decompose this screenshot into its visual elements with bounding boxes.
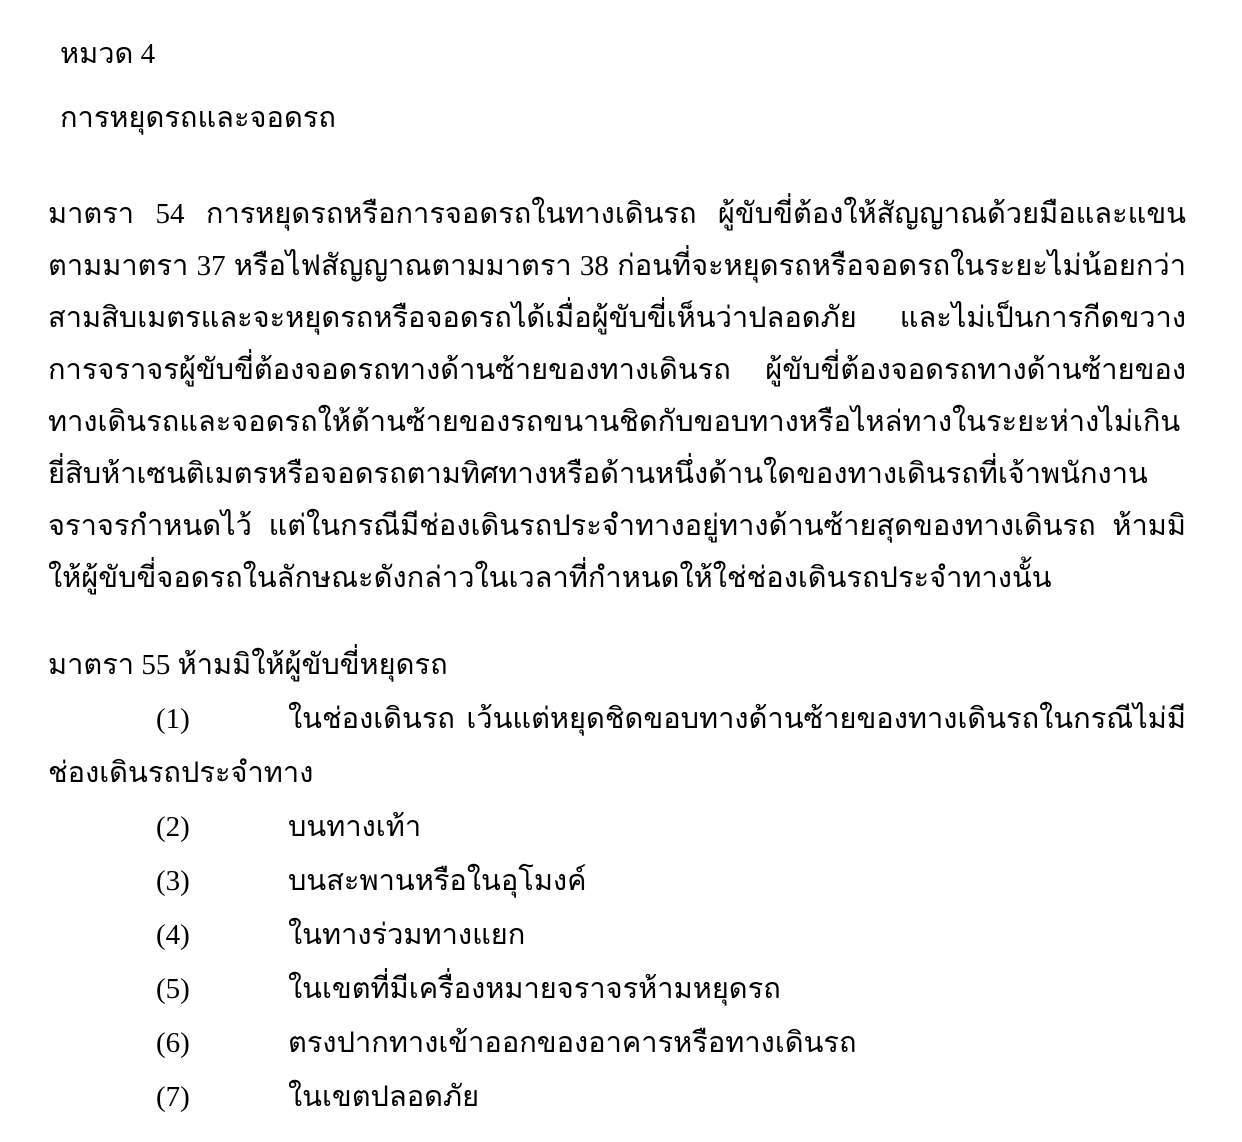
list-item-4 [48, 908, 1186, 962]
item-text: ในทางร่วมทางแยก [288, 919, 526, 951]
item-number: (2) [156, 811, 190, 843]
chapter-subtitle: การหยุดรถและจอดรถ [60, 102, 336, 134]
item-number: (6) [156, 1027, 190, 1059]
section-54-paragraph: มาตรา 54 การหยุดรถหรือการจอดรถในทางเดินรถ ผู้ขับขี่ต้องให้สัญญาณด้วยมือและแขนตามมาตรา 37 หรือไฟสัญญาณตามมาตรา 38 ก่อนที่จะหยุดรถหรือจอดรถในระยะไม่น้อยกว่าสามสิบเมตรและจะหยุดรถหรือจอดรถได้เมื่อผู้ขับขี่เห็นว่าปลอดภัย และไม่เป็นการกีดขวางการจราจรผู้ขับขี่ต้องจอดรถทางด้านซ้ายของทางเดินรถ ผู้ขับขี่ต้องจอดรถทางด้านซ้ายของทางเดินรถและจอดรถให้ด้านซ้ายของรถขนานชิดกับขอบทางหรือไหล่ทางในระยะห่างไม่เกินยี่สิบห้าเซนติเมตรหรือจอดรถตามทิศทางหรือด้านหนึ่งด้านใดของทางเดินรถที่เจ้าพนักงานจราจรกำหนดไว้ แต่ในกรณีมีช่องเดินรถประจำทางอยู่ทางด้านซ้ายสุดของทางเดินรถ ห้ามมิให้ผู้ขับขี่จอดรถในลักษณะดังกล่าวในเวลาที่กำหนดให้ใช่ช่องเดินรถประจำทางนั้น [48, 198, 1186, 594]
list-item-1 [48, 692, 1186, 800]
chapter-title: หมวด 4 [60, 38, 156, 70]
list-item-6 [48, 1016, 1186, 1070]
section-55-item-list [48, 692, 1186, 1124]
list-item-7 [48, 1070, 1186, 1124]
item-number: (5) [156, 973, 190, 1005]
item-text: ในช่องเดินรถ เว้นแต่หยุดชิดขอบทางด้านซ้ายของทางเดินรถในกรณีไม่มีช่องเดินรถประจำทาง [48, 703, 1186, 789]
item-text: บนทางเท้า [288, 811, 422, 843]
item-text: บนสะพานหรือในอุโมงค์ [288, 865, 587, 897]
list-item-3 [48, 854, 1186, 908]
item-text: ในเขตปลอดภัย [288, 1081, 480, 1113]
section-55-heading: มาตรา 55 ห้ามมิให้ผู้ขับขี่หยุดรถ [48, 649, 448, 681]
item-text: ในเขตที่มีเครื่องหมายจราจรห้ามหยุดรถ [288, 973, 781, 1005]
item-number: (3) [156, 865, 190, 897]
list-item-2 [48, 800, 1186, 854]
item-number: (4) [156, 919, 190, 951]
item-number: (1) [156, 703, 190, 735]
item-number: (7) [156, 1081, 190, 1113]
list-item-5 [48, 962, 1186, 1016]
item-text: ตรงปากทางเข้าออกของอาคารหรือทางเดินรถ [288, 1027, 857, 1059]
